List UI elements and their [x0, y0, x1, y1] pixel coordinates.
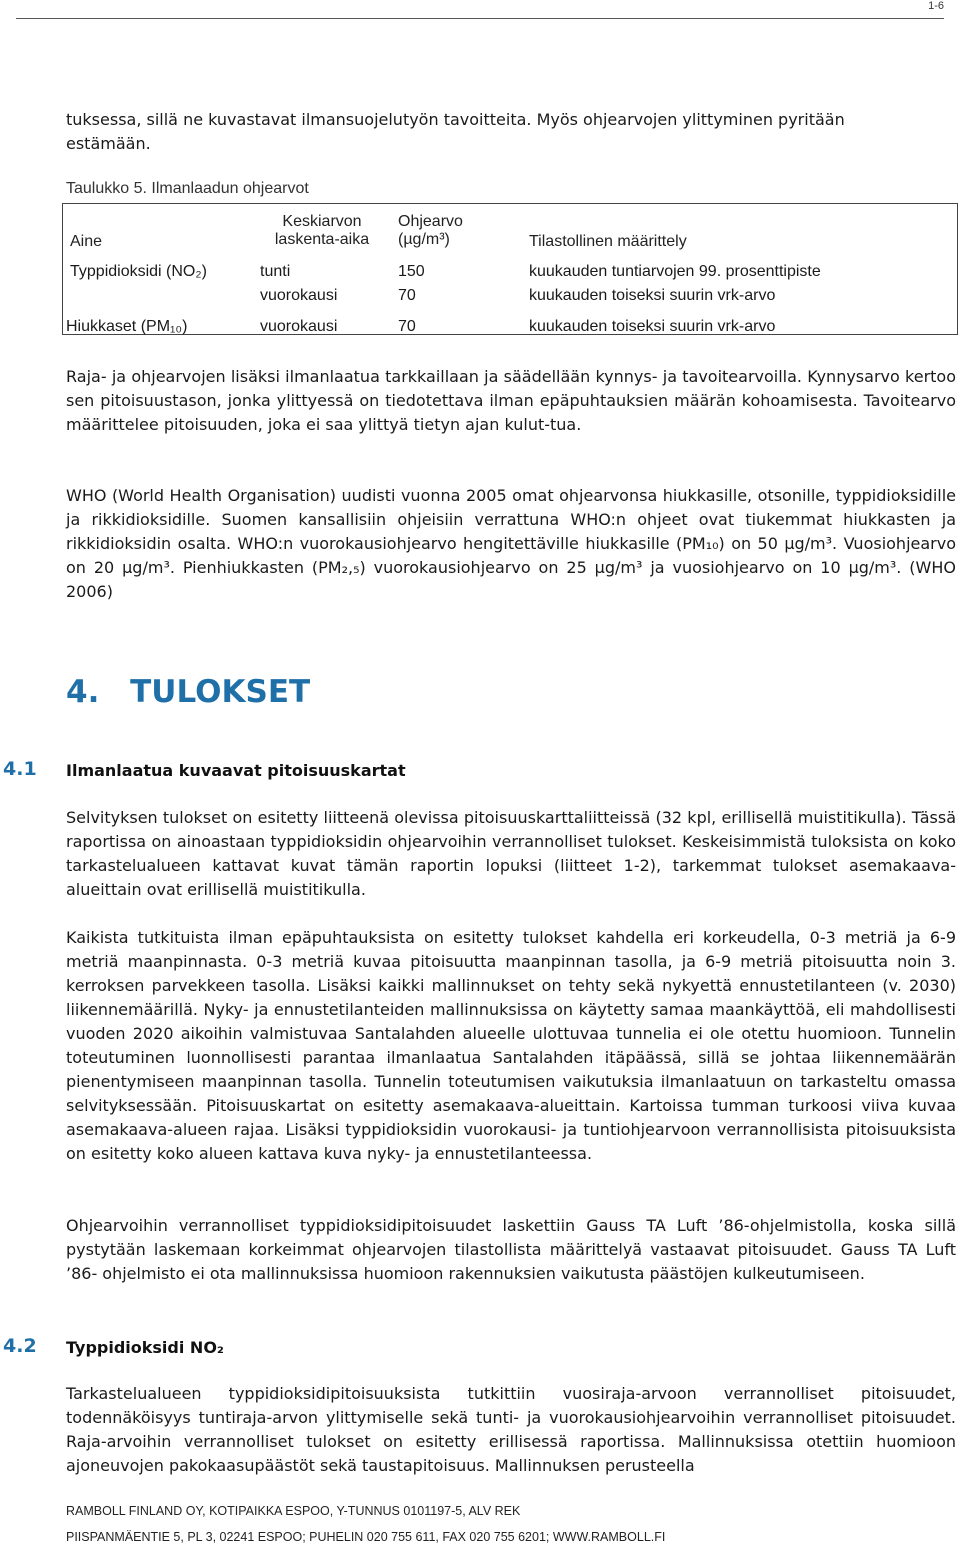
header-tilastollinen: Tilastollinen määrittely — [529, 233, 687, 250]
row1-aika: tunti — [260, 263, 291, 280]
paragraph-42: Tarkastelualueen typpidioksidipitoisuuksista tutkittiin vuosiraja-arvoon verrannolliset pitoisuudet, todennäköisyys tuntiraja-arvon ylittymiselle sekä tunti- ja vuorokausiohjearvoihin verrannolliset pitoisuudet. Raja-arvoihin verrannolliset tulokset on esitetty erillisessä raportissa. Mallinnuksissa otettiin huomioon ajoneuvojen pakokaasupäästöt sekä taustapitoisuus. Mallinnuksen perusteella — [66, 1384, 956, 1475]
row3-arvo: 70 — [398, 318, 416, 335]
header-aine: Aine — [70, 233, 103, 250]
header-keskiarvon-line2: laskenta-aika — [274, 231, 370, 248]
section-41-number: 4.1 — [3, 758, 37, 780]
paragraph-who: WHO (World Health Organisation) uudisti vuonna 2005 omat ohjearvonsa hiukkasille, otsonille, typpidioksidille ja rikkidioksidille. Suomen kansallisiin ohjeisiin verrattuna WHO:n ohjeet ovat tiukemmat hiukkasten ja rikkidioksidin osalta. WHO:n vuorokausiohjearvo hengitettäville hiukkasille (PM₁₀) on 50 µg/m³. Vuosiohjearvo on 20 µg/m³. Pienhiukkasten (PM₂,₅) vuorokausiohjearvo on 25 µg/m³ ja vuosiohjearvo on 10 µg/m³. (WHO 2006) — [66, 486, 956, 601]
intro-paragraph — [66, 108, 958, 156]
paragraph-raja: Raja- ja ohjearvojen lisäksi ilmanlaatua tarkkaillaan ja säädellään kynnys- ja tavoitearvoilla. Kynnysarvo kertoo sen pitoisuustason, jonka ylittyessä on tiedotettava ilman epäpuhtauksien määrän kohoamisesta. Tavoitearvo määrittelee pitoisuuden, joka ei saa ylittyä tietyn ajan kulut-tua. — [66, 367, 956, 434]
section-41-title: Ilmanlaatua kuvaavat pitoisuuskartat — [66, 761, 406, 780]
footer-line-2: PIISPANMÄENTIE 5, PL 3, 02241 ESPOO; PUHELIN 020 755 611, FAX 020 755 6201; WWW.RAMBOLL.FI — [66, 1530, 666, 1544]
section-4-heading — [66, 674, 310, 710]
paragraph-41a: Selvityksen tulokset on esitetty liitteenä olevissa pitoisuuskarttaliitteissä (32 kpl, erillisellä muistitikulla). Tässä raportissa on ainoastaan typpidioksidin ohjearvoihin verrannolliset tulokset. Keskeisimmistä tuloksista on koko tarkastelualueen kattavat kuvat tämän raportin lopuksi (liitteet 1-2), tarkemmat tulokset asemakaava-alueittain ovat erillisellä muistitikulla. — [66, 808, 956, 899]
row3-maarittely: kuukauden toiseksi suurin vrk-arvo — [529, 318, 776, 335]
header-ohjearvo-line1: Ohjearvo — [398, 213, 463, 230]
section-42-heading — [3, 1335, 903, 1357]
header-rule — [16, 18, 944, 19]
paragraph-41b: Kaikista tutkituista ilman epäpuhtauksista on esitetty tulokset kahdella eri korkeudella, 0-3 metriä ja 6-9 metriä maanpinnasta. 0-3 metriä kuvaa pitoisuutta maanpinnan tasolla, ja 6-9 metriä pitoisuutta noin 3. kerroksen parvekkeen tasolla. Lisäksi kaikki mallinnukset on tehty sekä nykyettä ennustetilanteen (v. 2030) liikennemäärillä. Nyky- ja ennustetilanteiden mallinnuksissa on käytetty samaa maankäyttöä, eli mahdollisesti vuoden 2020 aikoihin valmistuvaa Santalahden alueelle ulottuvaa tunnelia ei ole otettu huomioon. Tunnelin toteutuminen luonnollisesti parantaa ilmanlaatua Santalahden itäpäässä, sillä se johtaa liikennemäärän pienentymiseen maanpinnan tasolla. Tunnelin toteutumisen vaikutuksia ilmanlaatuun on tarkasteltu omassa selvityksessään. Pitoisuuskartat on esitetty asemakaava-alueittain. Kartoissa tumman turkoosi viiva kuvaa asemakaava-alueen rajaa. Lisäksi typpidioksidin vuorokausi- ja tuntiohjearvoon verrannollisista pitoisuuksista on esitetty koko alueen kattava kuva nyky- ja ennustetilanteessa. — [66, 928, 956, 1163]
section-4-number: 4. — [66, 674, 100, 710]
page-number: 1-6 — [928, 0, 944, 12]
row2-aika: vuorokausi — [260, 287, 338, 304]
row3-aine: Hiukkaset (PM₁₀) — [66, 318, 188, 335]
limits-table — [62, 203, 958, 335]
intro-line-2: estämään. — [66, 134, 151, 153]
paragraph-41c: Ohjearvoihin verrannolliset typpidioksidipitoisuudet laskettiin Gauss TA Luft ’86-ohjelmistolla, koska sillä pystytään laskemaan korkeimmat ohjearvojen tilastollista määrittelyä vastaavat pitoisuudet. Gauss TA Luft ’86- ohjelmisto ei ota mallinnuksissa huomioon rakennuksien vaikutusta päästöjen kulkeutumiseen. — [66, 1216, 956, 1283]
section-4-title: TULOKSET — [130, 674, 311, 710]
table-caption: Taulukko 5. Ilmanlaadun ohjearvot — [66, 180, 309, 197]
section-42-title: Typpidioksidi NO₂ — [66, 1338, 224, 1357]
section-41-heading — [3, 758, 903, 780]
intro-line-1: tuksessa, sillä ne kuvastavat ilmansuojelutyön tavoitteita. Myös ohjearvojen ylittyminen pyritään — [66, 110, 845, 129]
header-keskiarvon — [257, 213, 387, 249]
section-42-number: 4.2 — [3, 1335, 37, 1357]
row1-arvo: 150 — [398, 263, 425, 280]
row1-maarittely: kuukauden tuntiarvojen 99. prosenttipiste — [529, 263, 821, 280]
header-keskiarvon-line1: Keskiarvon — [282, 213, 362, 230]
row2-maarittely: kuukauden toiseksi suurin vrk-arvo — [529, 287, 776, 304]
header-ohjearvo — [398, 213, 463, 249]
row2-arvo: 70 — [398, 287, 416, 304]
footer-line-1: RAMBOLL FINLAND OY, KOTIPAIKKA ESPOO, Y-TUNNUS 0101197-5, ALV REK — [66, 1504, 521, 1518]
header-ohjearvo-line2: (µg/m³) — [398, 231, 450, 248]
row1-aine: Typpidioksidi (NO₂) — [70, 263, 207, 280]
row3-aika: vuorokausi — [260, 318, 338, 335]
